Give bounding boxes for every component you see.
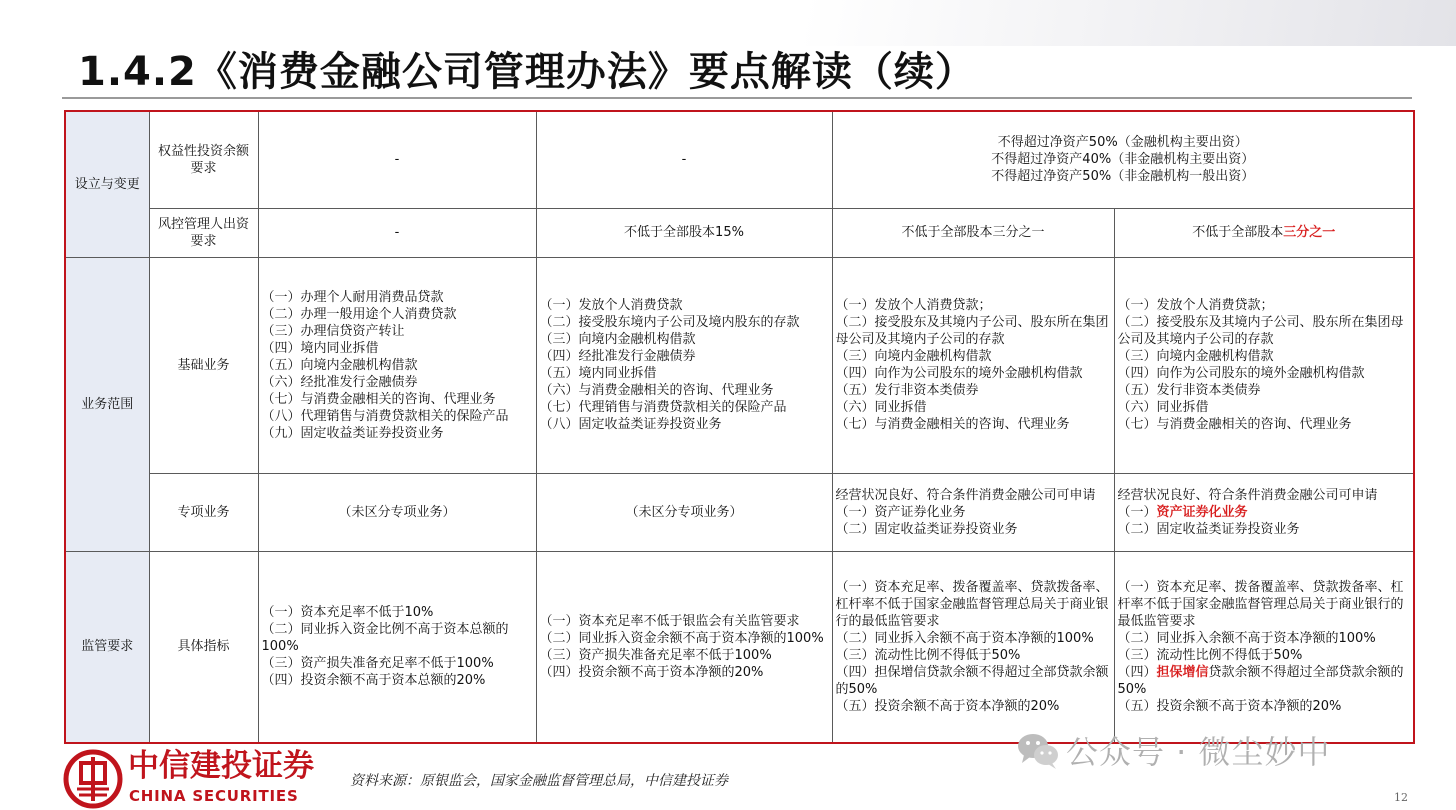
table-cell — [258, 257, 536, 473]
list-item: 不得超过净资产50%（金融机构主要出资） — [997, 135, 1248, 151]
row-label-indicators: 具体指标 — [149, 551, 258, 743]
table-cell — [1114, 257, 1414, 473]
watermark-text: 公众号 · 微尘妙中 — [1066, 733, 1331, 771]
list-item: （五）发行非资本类债券 — [835, 383, 979, 398]
title-divider — [62, 97, 1412, 99]
list-item: （一）资本充足率、拨备覆盖率、贷款拨备率、杠杆率不低于国家金融监督管理总局关于商业银行的最低监管要求 — [835, 579, 1109, 629]
list-item: （六）经批准发行金融债券 — [261, 374, 418, 390]
cell-text: 贷款余额不得超过全部贷款余额的50% — [1117, 664, 1404, 697]
list-item: （五）投资余额不高于资本净额的20% — [1117, 698, 1342, 714]
table-cell: （未区分专项业务） — [536, 473, 832, 551]
table-cell — [536, 257, 832, 473]
list-item: （六）与消费金融相关的咨询、代理业务 — [539, 383, 774, 398]
highlight-text: 三分之一 — [1283, 225, 1336, 240]
table-row — [65, 551, 1414, 743]
list-item: （七）与消费金融相关的咨询、代理业务 — [835, 417, 1070, 432]
highlight-text: 资产证券化业务 — [1156, 504, 1248, 520]
table-cell — [1114, 551, 1414, 743]
table-cell: - — [258, 208, 536, 257]
list-item: （五）境内同业拆借 — [539, 366, 657, 381]
list-item: （四）经批准发行金融债券 — [539, 349, 696, 364]
list-item: （七）与消费金融相关的咨询、代理业务 — [1117, 417, 1352, 432]
table-cell — [832, 257, 1114, 473]
regulation-comparison-table — [64, 110, 1415, 744]
list-item: （三）资产损失准备充足率不低于100% — [539, 647, 772, 663]
table-cell — [1114, 208, 1414, 257]
list-item: （一）办理个人耐用消费品贷款 — [261, 289, 444, 305]
list-item: （二）接受股东及其境内子公司、股东所在集团母公司及其境内子公司的存款 — [1117, 315, 1404, 347]
china-securities-logo-icon — [63, 749, 123, 809]
list-item: （一）资本充足率不低于10% — [261, 605, 434, 621]
list-item: （三）流动性比例不得低于50% — [835, 647, 1021, 663]
list-item — [1118, 664, 1411, 698]
list-item: （四）投资余额不高于资本净额的20% — [539, 664, 764, 680]
section-label-business: 业务范围 — [65, 257, 149, 551]
table-row — [65, 111, 1414, 208]
list-item: （二）同业拆入余额不高于资本净额的100% — [835, 630, 1094, 646]
table-cell: （未区分专项业务） — [258, 473, 536, 551]
list-item: （四）向作为公司股东的境外金融机构借款 — [835, 366, 1083, 381]
table-cell — [832, 473, 1114, 551]
list-item: 经营状况良好、符合条件消费金融公司可申请 — [1117, 487, 1378, 503]
row-label-equity: 权益性投资余额要求 — [149, 111, 258, 208]
list-item: （一）资本充足率、拨备覆盖率、贷款拨备率、杠杆率不低于国家金融监督管理总局关于商业银行的最低监管要求 — [1117, 579, 1404, 629]
cell-text: （四） — [1117, 664, 1157, 680]
table-row — [65, 208, 1414, 257]
list-item: （二）固定收益类证券投资业务 — [835, 521, 1018, 537]
list-item: （三）办理信贷资产转让 — [261, 323, 405, 339]
list-item: （二）接受股东境内子公司及境内股东的存款 — [539, 315, 800, 330]
page-title: 1.4.2《消费金融公司管理办法》要点解读（续） — [78, 49, 976, 95]
list-item: （五）向境内金融机构借款 — [261, 357, 418, 373]
list-item: （八）固定收益类证券投资业务 — [539, 417, 722, 432]
list-item: （一）资本充足率不低于银监会有关监管要求 — [539, 613, 800, 629]
list-item — [1118, 504, 1411, 521]
table-cell — [536, 551, 832, 743]
table-cell-merged — [832, 111, 1414, 208]
page-number: 12 — [1394, 791, 1408, 804]
list-item: （三）流动性比例不得低于50% — [1117, 647, 1303, 663]
list-item: （五）投资余额不高于资本净额的20% — [835, 698, 1060, 714]
list-item: 不得超过净资产50%（非金融机构一般出资） — [991, 169, 1255, 185]
list-item: （三）向境内金融机构借款 — [1117, 349, 1274, 364]
header-decoration — [0, 0, 1456, 46]
brand-name-cn: 中信建投证券 — [128, 748, 314, 784]
section-label-setup: 设立与变更 — [65, 111, 149, 257]
row-label-risk: 风控管理人出资要求 — [149, 208, 258, 257]
row-label-special: 专项业务 — [149, 473, 258, 551]
list-item: （九）固定收益类证券投资业务 — [261, 425, 444, 441]
table-cell — [1114, 473, 1414, 551]
table-cell: 不低于全部股本三分之一 — [832, 208, 1114, 257]
list-item: （四）担保增信贷款余额不得超过全部贷款余额的50% — [835, 664, 1109, 697]
cell-text: （一） — [1117, 504, 1157, 520]
list-item: （四）境内同业拆借 — [261, 340, 379, 356]
wechat-icon — [1016, 730, 1060, 770]
list-item: （八）代理销售与消费贷款相关的保险产品 — [261, 408, 509, 424]
row-label-basic: 基础业务 — [149, 257, 258, 473]
list-item: （六）同业拆借 — [835, 400, 927, 415]
table-row — [65, 257, 1414, 473]
table-row — [65, 473, 1414, 551]
table-cell: 不低于全部股本15% — [536, 208, 832, 257]
list-item: （四）投资余额不高于资本总额的20% — [261, 673, 486, 689]
table-cell — [258, 551, 536, 743]
table-cell: - — [536, 111, 832, 208]
list-item: （一）发放个人消费贷款； — [1117, 298, 1274, 313]
list-item: 不得超过净资产40%（非金融机构主要出资） — [991, 152, 1255, 168]
list-item: （一）资产证券化业务 — [835, 504, 966, 520]
list-item: （一）发放个人消费贷款 — [539, 298, 683, 313]
list-item: （三）向境内金融机构借款 — [835, 349, 992, 364]
brand-name-en: CHINA SECURITIES — [129, 787, 299, 805]
section-label-regulatory: 监管要求 — [65, 551, 149, 743]
cell-text: 不低于全部股本 — [1192, 225, 1284, 240]
list-item: 经营状况良好、符合条件消费金融公司可申请 — [835, 487, 1096, 503]
list-item: （二）固定收益类证券投资业务 — [1117, 521, 1300, 537]
list-item: （一）发放个人消费贷款； — [835, 298, 992, 313]
list-item: （三）资产损失准备充足率不低于100% — [261, 656, 494, 672]
list-item: （二）同业拆入余额不高于资本净额的100% — [1117, 630, 1376, 646]
list-item: （三）向境内金融机构借款 — [539, 332, 696, 347]
list-item: （二）接受股东及其境内子公司、股东所在集团母公司及其境内子公司的存款 — [835, 315, 1109, 347]
table-cell — [832, 551, 1114, 743]
highlight-text: 担保增信 — [1156, 664, 1209, 680]
list-item: （二）办理一般用途个人消费贷款 — [261, 306, 457, 322]
list-item: （四）向作为公司股东的境外金融机构借款 — [1117, 366, 1365, 381]
list-item: （六）同业拆借 — [1117, 400, 1209, 415]
list-item: （七）代理销售与消费贷款相关的保险产品 — [539, 400, 787, 415]
list-item: （五）发行非资本类债券 — [1117, 383, 1261, 398]
table-cell: - — [258, 111, 536, 208]
source-note: 资料来源：原银监会，国家金融监督管理总局，中信建投证券 — [350, 773, 728, 789]
list-item: （二）同业拆入资金余额不高于资本净额的100% — [539, 630, 824, 646]
list-item: （七）与消费金融相关的咨询、代理业务 — [261, 391, 496, 407]
list-item: （二）同业拆入资金比例不高于资本总额的100% — [261, 622, 509, 655]
